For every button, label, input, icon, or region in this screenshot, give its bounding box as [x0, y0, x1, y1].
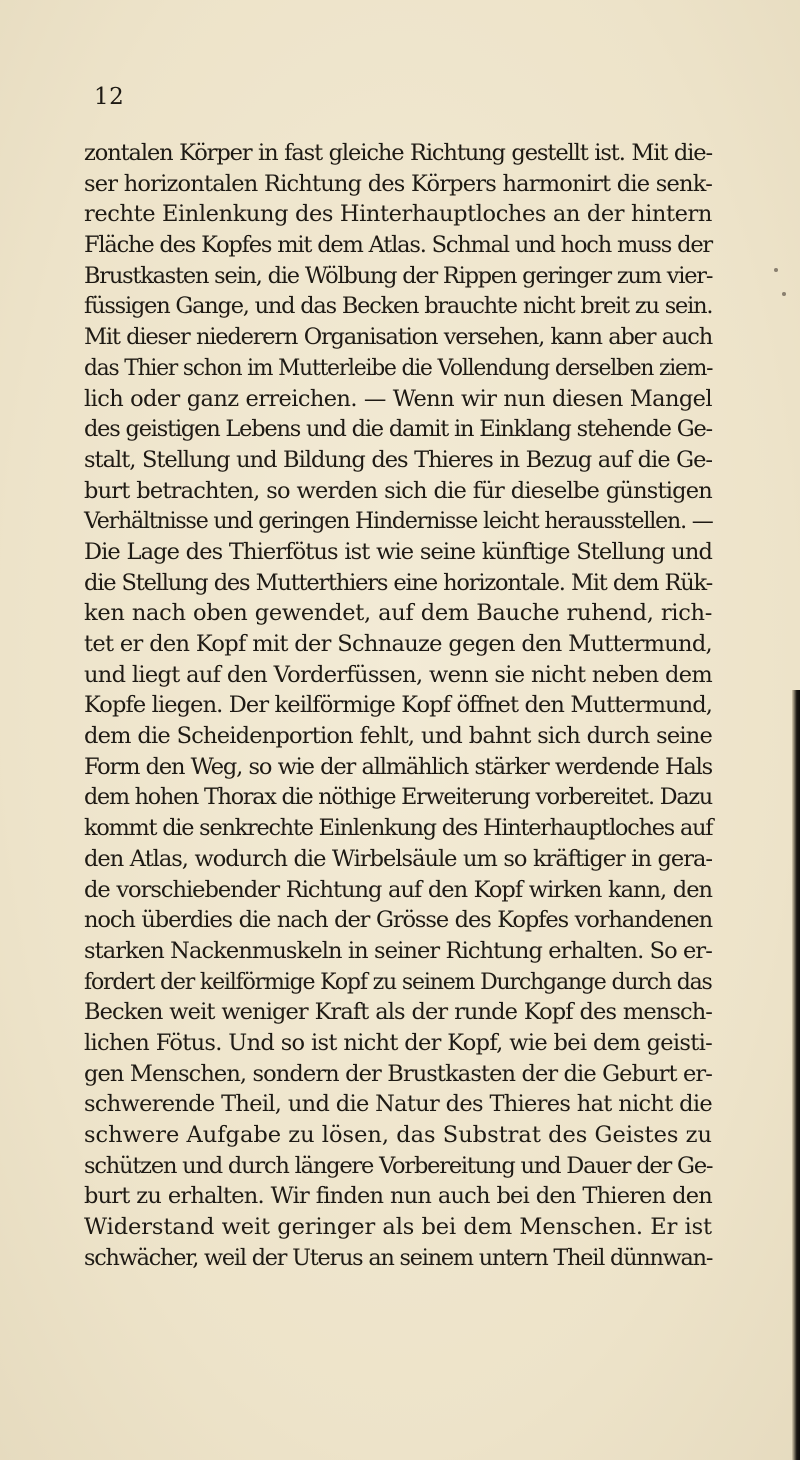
text-line: burt zu erhalten. Wir finden nun auch bei den Thieren den	[84, 1183, 712, 1210]
text-line: Die Lage des Thierfötus ist wie seine künftige Stellung und	[84, 538, 712, 565]
text-line: füssigen Gange, und das Becken brauchte nicht breit zu sein.	[84, 293, 713, 320]
text-line: schwerende Theil, und die Natur des Thieres hat nicht die	[84, 1091, 712, 1118]
text-line: lichen Fötus. Und so ist nicht der Kopf, wie bei dem geisti-	[84, 1029, 712, 1056]
text-line: dem hohen Thorax die nöthige Erweiterung vorbereitet. Dazu	[84, 784, 713, 811]
text-line: Verhältnisse und geringen Hindernisse leicht herausstellen. —	[84, 508, 713, 535]
text-line: Fläche des Kopfes mit dem Atlas. Schmal und hoch muss der	[84, 232, 712, 259]
text-line: Kopfe liegen. Der keilförmige Kopf öffnet den Muttermund,	[84, 692, 712, 719]
text-line: ken nach oben gewendet, auf dem Bauche ruhend, rich-	[84, 600, 712, 627]
text-line: lich oder ganz erreichen. — Wenn wir nun diesen Mangel	[84, 385, 712, 412]
text-line: schwächer, weil der Uterus an seinem untern Theil dünnwan-	[84, 1244, 713, 1271]
text-line: zontalen Körper in fast gleiche Richtung gestellt ist. Mit die-	[84, 140, 712, 166]
margin-speck	[782, 292, 786, 296]
text-line: die Stellung des Mutterthiers eine horizontale. Mit dem Rük-	[84, 569, 712, 596]
text-line: Form den Weg, so wie der allmählich stärker werdende Hals	[84, 753, 712, 780]
text-line: das Thier schon im Mutterleibe die Vollendung derselben ziem-	[84, 354, 713, 381]
text-line: stalt, Stellung und Bildung des Thieres in Bezug auf die Ge-	[84, 446, 712, 473]
text-line: und liegt auf den Vorderfüssen, wenn sie nicht neben dem	[84, 661, 712, 688]
text-line: dem die Scheidenportion fehlt, und bahnt sich durch seine	[84, 723, 712, 750]
text-line: schützen und durch längere Vorbereitung und Dauer der Ge-	[84, 1152, 713, 1179]
text-line: Widerstand weit geringer als bei dem Menschen. Er ist	[84, 1214, 712, 1241]
text-line: Mit dieser niederern Organisation versehen, kann aber auch	[84, 324, 712, 351]
text-line: gen Menschen, sondern der Brustkasten der die Geburt er-	[84, 1060, 712, 1087]
text-line: Becken weit weniger Kraft als der runde Kopf des mensch-	[84, 999, 712, 1026]
text-line: des geistigen Lebens und die damit in Einklang stehende Ge-	[84, 416, 712, 443]
page-number: 12	[94, 84, 125, 110]
page-edge-shadow	[792, 690, 800, 1460]
text-line: kommt die senkrechte Einlenkung des Hinterhauptloches auf	[84, 815, 713, 842]
body-text	[84, 138, 712, 1273]
text-line: den Atlas, wodurch die Wirbelsäule um so kräftiger in gera-	[84, 845, 712, 872]
text-line: ser horizontalen Richtung des Körpers harmonirt die senk-	[84, 170, 712, 197]
margin-speck	[774, 268, 778, 272]
text-line: Brustkasten sein, die Wölbung der Rippen geringer zum vier-	[84, 262, 713, 289]
text-line: fordert der keilförmige Kopf zu seinem Durchgange durch das	[84, 968, 712, 995]
text-line: tet er den Kopf mit der Schnauze gegen den Muttermund,	[84, 631, 712, 657]
text-line: starken Nackenmuskeln in seiner Richtung erhalten. So er-	[84, 937, 712, 964]
text-line: rechte Einlenkung des Hinterhauptloches an der hintern	[84, 201, 712, 228]
text-line: noch überdies die nach der Grösse des Kopfes vorhandenen	[84, 907, 712, 934]
text-line: schwere Aufgabe zu lösen, das Substrat des Geistes zu	[84, 1122, 712, 1148]
text-line: de vorschiebender Richtung auf den Kopf wirken kann, den	[84, 876, 712, 903]
text-line: burt betrachten, so werden sich die für dieselbe günstigen	[84, 477, 712, 504]
